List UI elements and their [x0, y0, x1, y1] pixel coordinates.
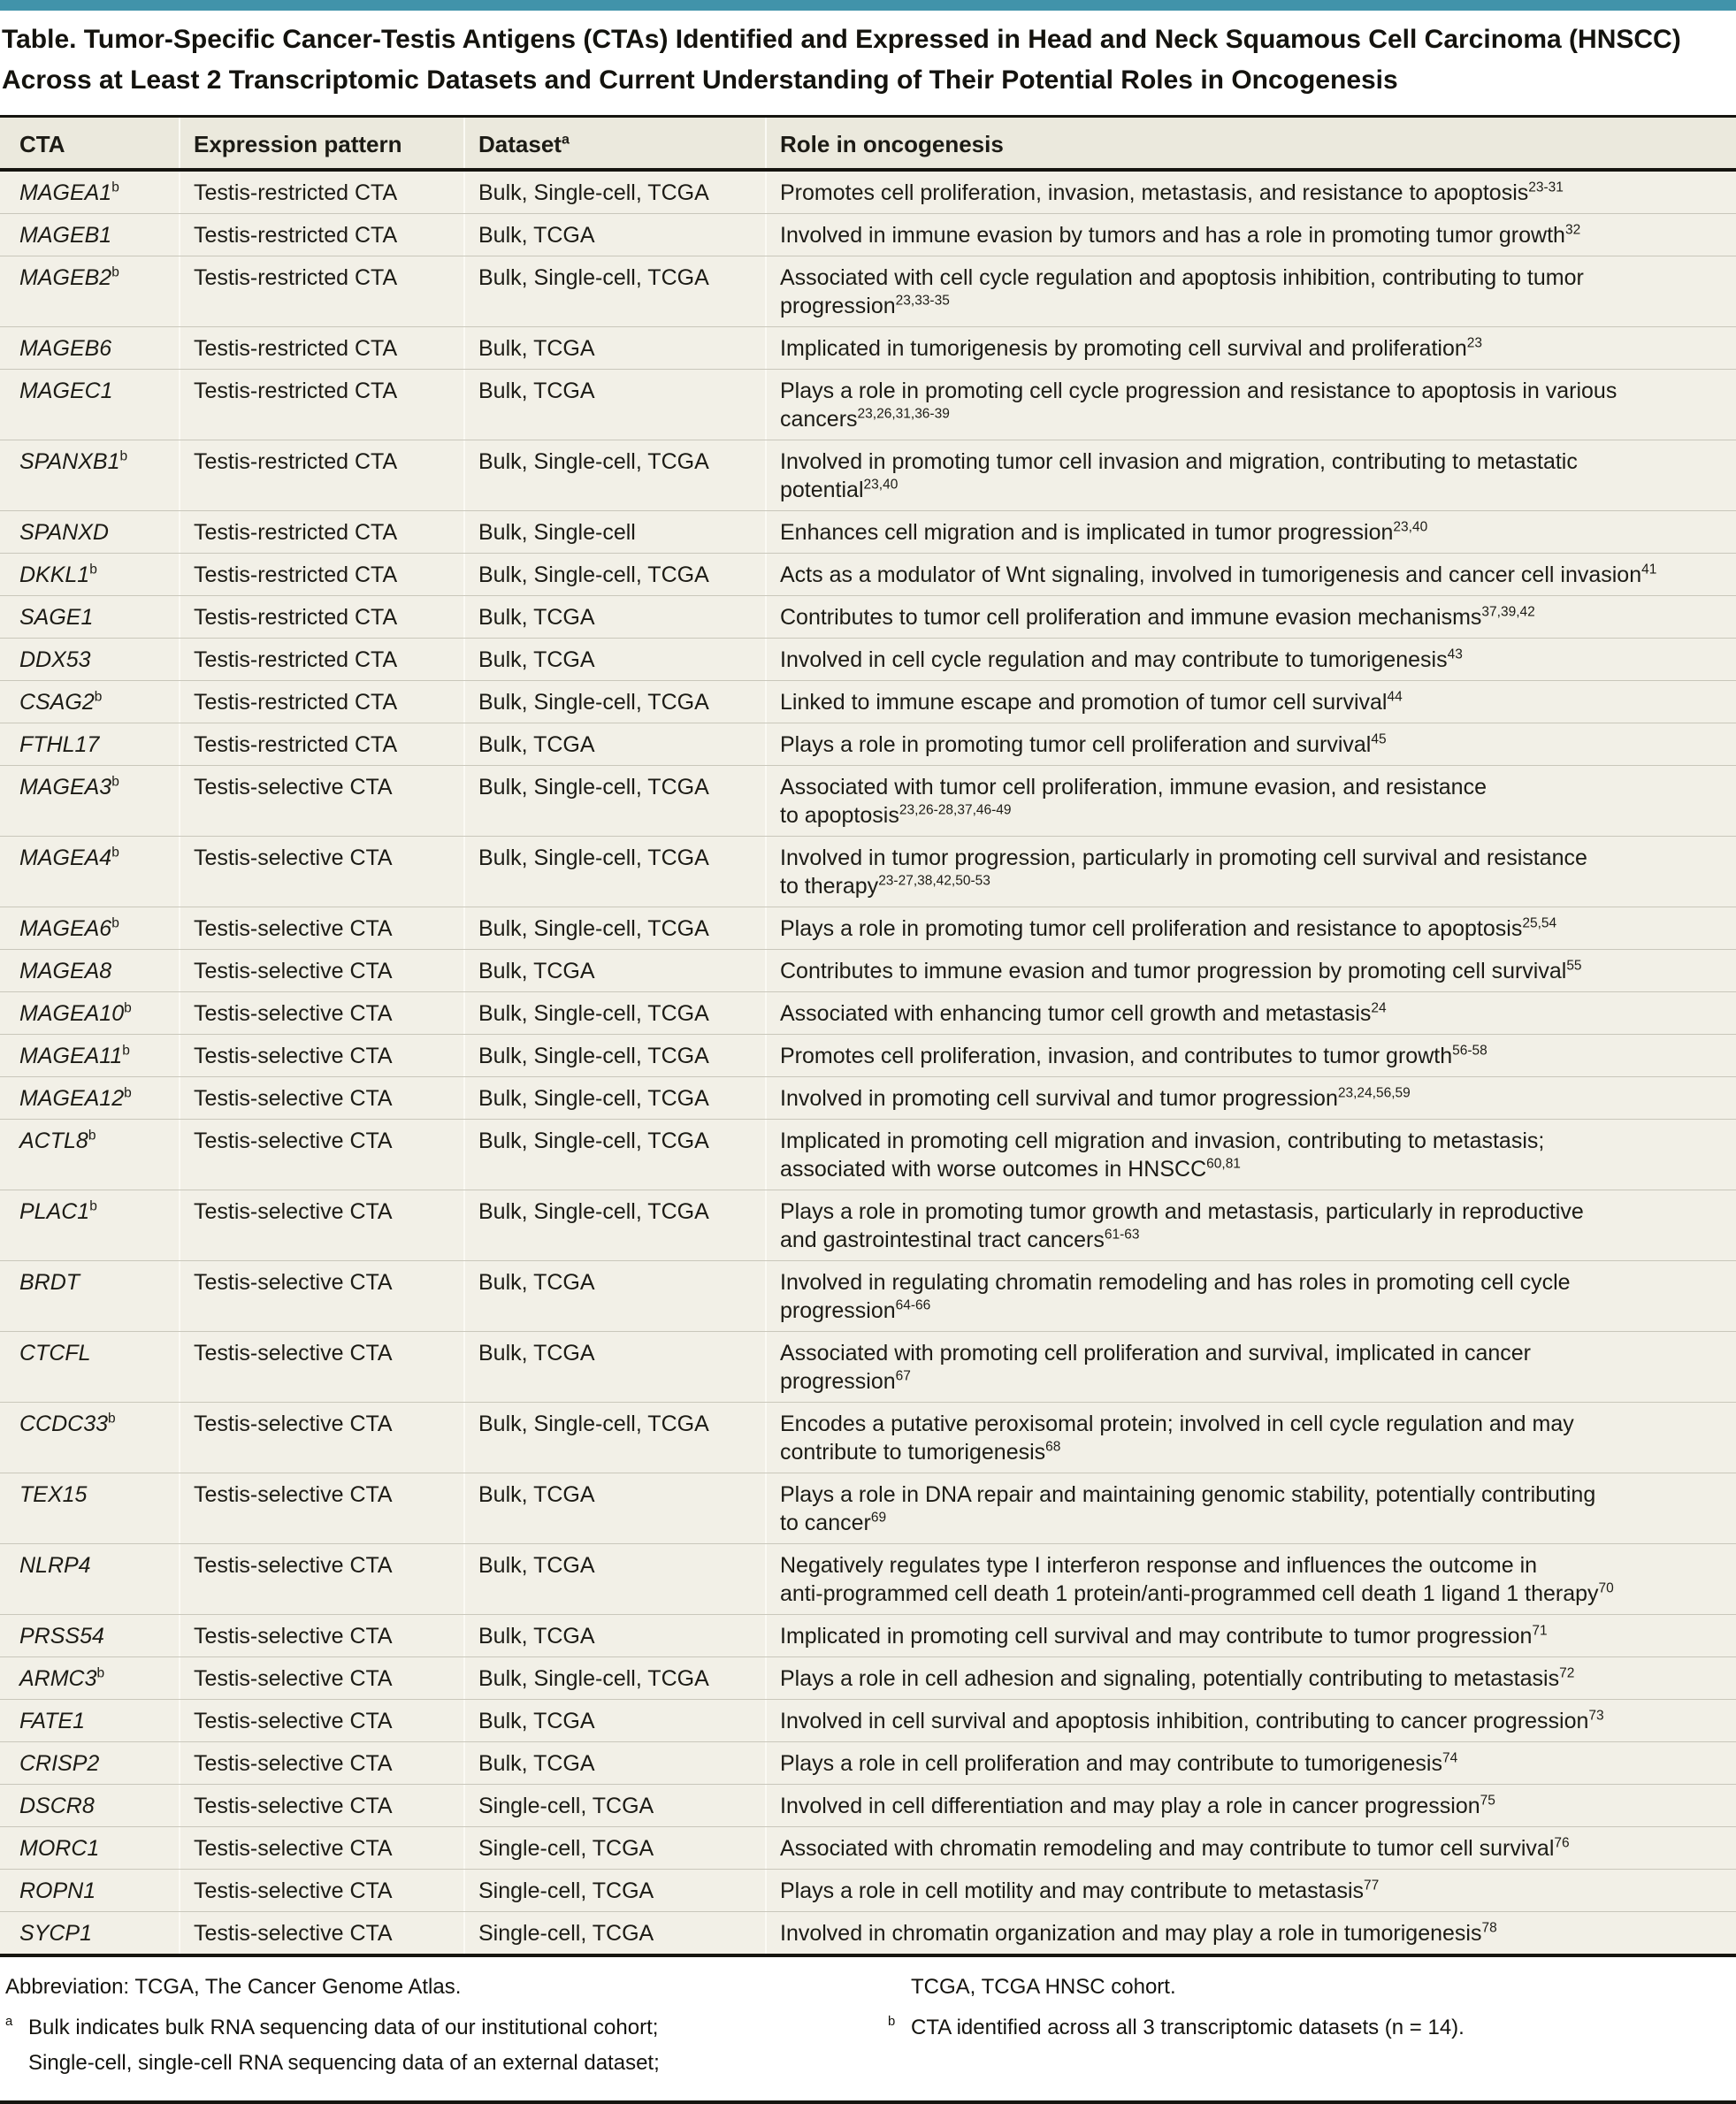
role-text-line: Promotes cell proliferation, invasion, metastasis, and resistance to apoptosis$^{23-31}$ — [780, 180, 1564, 205]
role-text-line: contribute to tumorigenesis$^{68}$ — [780, 1439, 1061, 1465]
cell-role-in-oncogenesis — [765, 639, 1736, 680]
role-text-line: progression$^{64-66}$ — [780, 1297, 931, 1323]
cell-cta-gene: MAGEA6$^b$ — [19, 915, 119, 941]
cell-cta-gene: SAGE1 — [19, 605, 94, 630]
table-row — [0, 950, 1736, 992]
cell-dataset: Bulk, Single-cell, TCGA — [463, 1657, 765, 1699]
role-text-line: Involved in chromatin organization and may play a role in tumorigenesis$^{78}$ — [780, 1920, 1497, 1946]
cell-expression-pattern: Testis-restricted CTA — [179, 440, 463, 510]
cell-expression-pattern: Testis-restricted CTA — [179, 681, 463, 723]
cell-role-in-oncogenesis — [765, 1190, 1736, 1260]
cell-dataset: Single-cell, TCGA — [463, 1912, 765, 1954]
cell-expression-pattern: Testis-restricted CTA — [179, 639, 463, 680]
reference-superscript: 44 — [1387, 689, 1403, 705]
role-text-line: associated with worse outcomes in HNSCC$^{60,81}$ — [780, 1156, 1241, 1182]
role-text-line: Promotes cell proliferation, invasion, and contributes to tumor growth$^{56-58}$ — [780, 1043, 1487, 1068]
reference-superscript: 72 — [1559, 1665, 1575, 1681]
cell-role-in-oncogenesis — [765, 1912, 1736, 1954]
cell-role-in-oncogenesis — [765, 1544, 1736, 1614]
cell-dataset: Bulk, TCGA — [463, 1742, 765, 1784]
cell-expression-pattern: Testis-selective CTA — [179, 1827, 463, 1869]
reference-superscript: 43 — [1447, 647, 1463, 662]
cell-expression-pattern: Testis-restricted CTA — [179, 214, 463, 256]
cell-expression-pattern: Testis-selective CTA — [179, 1700, 463, 1741]
cell-role-in-oncogenesis — [765, 907, 1736, 949]
cell-role-in-oncogenesis — [765, 1870, 1736, 1911]
role-text-line: Contributes to tumor cell proliferation and immune evasion mechanisms$^{37,39,42}$ — [780, 604, 1535, 630]
role-text-line: Associated with chromatin remodeling and may contribute to tumor cell survival$^{76}$ — [780, 1835, 1570, 1861]
cell-cta-gene: SPANXB1$^b$ — [19, 448, 128, 474]
table-row — [0, 766, 1736, 837]
cell-dataset: Bulk, TCGA — [463, 1473, 765, 1543]
gene-footnote-marker: b — [88, 1128, 96, 1144]
table-row — [0, 1120, 1736, 1190]
cell-dataset: Bulk, Single-cell — [463, 511, 765, 553]
table-row — [0, 256, 1736, 327]
cell-cta-gene: MAGEB2$^b$ — [19, 264, 119, 290]
cell-role-in-oncogenesis — [765, 1615, 1736, 1656]
cell-dataset: Single-cell, TCGA — [463, 1827, 765, 1869]
footnote-b — [888, 2010, 1736, 2046]
cell-expression-pattern: Testis-selective CTA — [179, 1657, 463, 1699]
role-text-line: Plays a role in cell proliferation and may contribute to tumorigenesis$^{74}$ — [780, 1750, 1458, 1776]
table-row — [0, 1827, 1736, 1870]
cell-dataset: Bulk, Single-cell, TCGA — [463, 554, 765, 595]
cell-cta-gene: CRISP2 — [19, 1751, 100, 1776]
reference-superscript: 69 — [870, 1510, 887, 1526]
cell-expression-pattern: Testis-selective CTA — [179, 992, 463, 1034]
reference-superscript: 23,40 — [863, 477, 899, 493]
role-text-line: Plays a role in DNA repair and maintaining genomic stability, potentially contributing — [780, 1482, 1596, 1507]
cell-dataset: Bulk, Single-cell, TCGA — [463, 1403, 765, 1473]
reference-superscript: 32 — [1564, 222, 1581, 238]
cell-cta-gene: DKKL1$^b$ — [19, 562, 97, 587]
cell-role-in-oncogenesis — [765, 1473, 1736, 1543]
table-row — [0, 596, 1736, 639]
reference-superscript: 23,33-35 — [895, 293, 950, 309]
cell-role-in-oncogenesis — [765, 723, 1736, 765]
cell-dataset: Bulk, Single-cell, TCGA — [463, 992, 765, 1034]
gene-footnote-marker: b — [111, 180, 119, 195]
reference-superscript: 23,26,31,36-39 — [857, 406, 950, 422]
table-row — [0, 1077, 1736, 1120]
reference-superscript: 61-63 — [1104, 1227, 1140, 1243]
cell-cta-gene: MORC1 — [19, 1836, 100, 1861]
abbreviation-note: Abbreviation: TCGA, The Cancer Genome Atlas. — [5, 1975, 462, 1999]
cell-cta-gene: FTHL17 — [19, 732, 100, 757]
table-row — [0, 837, 1736, 907]
table-row — [0, 1785, 1736, 1827]
cell-expression-pattern: Testis-selective CTA — [179, 1870, 463, 1911]
role-text-line: Plays a role in promoting tumor cell proliferation and resistance to apoptosis$^{25,54}$ — [780, 915, 1557, 941]
cell-expression-pattern: Testis-selective CTA — [179, 766, 463, 836]
cell-expression-pattern: Testis-selective CTA — [179, 1332, 463, 1402]
cell-dataset: Bulk, Single-cell, TCGA — [463, 837, 765, 907]
cell-expression-pattern: Testis-selective CTA — [179, 1077, 463, 1119]
reference-superscript: 67 — [895, 1368, 911, 1384]
cell-dataset: Bulk, TCGA — [463, 1332, 765, 1402]
table-row — [0, 327, 1736, 370]
cell-cta-gene: CTCFL — [19, 1341, 91, 1366]
table-footnotes — [0, 1954, 1736, 2104]
cell-cta-gene: MAGEB6 — [19, 336, 112, 361]
cell-expression-pattern: Testis-selective CTA — [179, 1785, 463, 1826]
table-row — [0, 1332, 1736, 1403]
gene-footnote-marker: b — [111, 264, 119, 280]
cell-role-in-oncogenesis — [765, 1403, 1736, 1473]
reference-superscript: 60,81 — [1206, 1156, 1241, 1172]
cell-dataset: Bulk, TCGA — [463, 327, 765, 369]
role-text-line: Implicated in promoting cell migration and invasion, contributing to metastasis; — [780, 1129, 1545, 1153]
accent-top-bar — [0, 0, 1736, 11]
cell-role-in-oncogenesis — [765, 1332, 1736, 1402]
cell-role-in-oncogenesis — [765, 837, 1736, 907]
cell-cta-gene: MAGEA4$^b$ — [19, 845, 119, 870]
role-text-line: Associated with enhancing tumor cell growth and metastasis$^{24}$ — [780, 1000, 1387, 1026]
cell-cta-gene: MAGEC1 — [19, 379, 113, 403]
cell-expression-pattern: Testis-restricted CTA — [179, 723, 463, 765]
cell-expression-pattern: Testis-selective CTA — [179, 1544, 463, 1614]
gene-footnote-marker: b — [89, 1198, 97, 1214]
cell-cta-gene: ARMC3$^b$ — [19, 1665, 105, 1691]
cell-expression-pattern: Testis-restricted CTA — [179, 327, 463, 369]
cell-cta-gene: MAGEA8 — [19, 959, 112, 983]
reference-superscript: 77 — [1364, 1878, 1380, 1894]
column-header-role-in-oncogenesis: Role in oncogenesis — [765, 118, 1736, 168]
cell-dataset: Bulk, Single-cell, TCGA — [463, 1035, 765, 1076]
abbreviation-note-continuation: TCGA, TCGA HNSC cohort. — [911, 1975, 1176, 1999]
role-text-line: Encodes a putative peroxisomal protein; involved in cell cycle regulation and may — [780, 1412, 1574, 1436]
reference-superscript: 78 — [1481, 1920, 1497, 1936]
cell-expression-pattern: Testis-selective CTA — [179, 1035, 463, 1076]
cell-role-in-oncogenesis — [765, 1827, 1736, 1869]
cell-dataset: Bulk, TCGA — [463, 370, 765, 440]
column-header-cta: CTA — [19, 131, 65, 157]
cell-cta-gene: FATE1 — [19, 1709, 86, 1733]
cell-role-in-oncogenesis — [765, 370, 1736, 440]
cell-role-in-oncogenesis — [765, 1700, 1736, 1741]
cell-expression-pattern: Testis-restricted CTA — [179, 172, 463, 213]
gene-footnote-marker: b — [124, 1000, 132, 1016]
table-title-line-1: Table. Tumor-Specific Cancer-Testis Antigens (CTAs) Identified and Expressed in Head and Neck Squamous Cell Carcinoma (HNSCC) — [2, 25, 1681, 54]
footnote-a — [5, 2010, 888, 2046]
role-text-line: Associated with tumor cell proliferation, immune evasion, and resistance — [780, 775, 1487, 800]
reference-superscript: 23 — [1466, 335, 1483, 351]
table-row — [0, 681, 1736, 723]
role-text-line: Involved in cell survival and apoptosis inhibition, contributing to cancer progression$^{73}$ — [780, 1708, 1604, 1733]
role-text-line: progression$^{67}$ — [780, 1368, 911, 1394]
reference-superscript: 74 — [1442, 1750, 1458, 1766]
cell-cta-gene: MAGEA11$^b$ — [19, 1043, 130, 1068]
cell-role-in-oncogenesis — [765, 681, 1736, 723]
cell-cta-gene: SYCP1 — [19, 1921, 92, 1946]
reference-superscript: 73 — [1588, 1708, 1604, 1724]
role-text-line: Involved in regulating chromatin remodeling and has roles in promoting cell cycle — [780, 1270, 1571, 1295]
cell-expression-pattern: Testis-selective CTA — [179, 1120, 463, 1190]
reference-superscript: 68 — [1045, 1439, 1061, 1455]
role-text-line: anti-programmed cell death 1 protein/anti-programmed cell death 1 ligand 1 therapy$^{70}$ — [780, 1580, 1614, 1606]
role-text-line: progression$^{23,33-35}$ — [780, 293, 950, 318]
cell-dataset: Bulk, Single-cell, TCGA — [463, 907, 765, 949]
cell-dataset: Bulk, Single-cell, TCGA — [463, 256, 765, 326]
table-title — [0, 11, 1736, 115]
cell-cta-gene: NLRP4 — [19, 1553, 91, 1578]
cell-role-in-oncogenesis — [765, 1035, 1736, 1076]
cell-role-in-oncogenesis — [765, 511, 1736, 553]
reference-superscript: 71 — [1532, 1623, 1548, 1639]
cell-dataset: Bulk, Single-cell, TCGA — [463, 766, 765, 836]
cell-expression-pattern: Testis-restricted CTA — [179, 511, 463, 553]
table-row — [0, 1870, 1736, 1912]
role-text-line: cancers$^{23,26,31,36-39}$ — [780, 406, 950, 432]
reference-superscript: 76 — [1554, 1835, 1570, 1851]
cell-role-in-oncogenesis — [765, 1077, 1736, 1119]
gene-footnote-marker: b — [94, 689, 103, 705]
cell-cta-gene: MAGEA3$^b$ — [19, 774, 119, 800]
cell-role-in-oncogenesis — [765, 172, 1736, 213]
role-text-line: Involved in immune evasion by tumors and has a role in promoting tumor growth$^{32}$ — [780, 222, 1581, 248]
footnote-column-right — [888, 1970, 1736, 2081]
cell-role-in-oncogenesis — [765, 1120, 1736, 1190]
table-row — [0, 1473, 1736, 1544]
reference-superscript: 37,39,42 — [1481, 604, 1535, 620]
column-header-dataset: Dataset$^a$ — [463, 118, 765, 168]
role-text-line: to cancer$^{69}$ — [780, 1510, 887, 1535]
role-text-line: Involved in promoting cell survival and tumor progression$^{23,24,56,59}$ — [780, 1085, 1411, 1111]
cell-role-in-oncogenesis — [765, 596, 1736, 638]
gene-footnote-marker: b — [122, 1043, 130, 1059]
cell-expression-pattern: Testis-restricted CTA — [179, 256, 463, 326]
table-row — [0, 1261, 1736, 1332]
role-text-line: to therapy$^{23-27,38,42,50-53}$ — [780, 873, 990, 899]
table-row — [0, 1742, 1736, 1785]
role-text-line: Involved in promoting tumor cell invasion and migration, contributing to metastatic — [780, 449, 1578, 474]
cell-dataset: Bulk, Single-cell, TCGA — [463, 1120, 765, 1190]
cell-dataset: Bulk, TCGA — [463, 1615, 765, 1656]
reference-superscript: 24 — [1371, 1000, 1387, 1016]
cell-cta-gene: BRDT — [19, 1270, 80, 1295]
cell-cta-gene: MAGEB1 — [19, 223, 112, 248]
column-header-expression-pattern: Expression pattern — [179, 118, 463, 168]
cell-dataset: Bulk, TCGA — [463, 214, 765, 256]
reference-superscript: 56-58 — [1452, 1043, 1487, 1059]
footnote-b-marker: b — [888, 2015, 896, 2029]
cell-role-in-oncogenesis — [765, 327, 1736, 369]
cell-cta-gene: ROPN1 — [19, 1878, 96, 1903]
footnote-b-text: CTA identified across all 3 transcriptomic datasets (n = 14). — [911, 2016, 1465, 2039]
gene-footnote-marker: b — [89, 562, 97, 578]
table-row — [0, 172, 1736, 214]
cell-role-in-oncogenesis — [765, 256, 1736, 326]
table-row — [0, 1035, 1736, 1077]
cell-expression-pattern: Testis-selective CTA — [179, 837, 463, 907]
header-footnote-marker: a — [561, 131, 570, 148]
role-text-line: Plays a role in cell adhesion and signaling, potentially contributing to metastasis$^{72}$ — [780, 1665, 1575, 1691]
role-text-line: Associated with promoting cell proliferation and survival, implicated in cancer — [780, 1341, 1532, 1366]
cell-cta-gene: MAGEA12$^b$ — [19, 1085, 132, 1111]
cell-dataset: Bulk, Single-cell, TCGA — [463, 1077, 765, 1119]
cell-role-in-oncogenesis — [765, 440, 1736, 510]
table-row — [0, 639, 1736, 681]
footnote-a-text-line-1: Bulk indicates bulk RNA sequencing data of our institutional cohort; — [28, 2016, 659, 2039]
cell-cta-gene: CCDC33$^b$ — [19, 1411, 116, 1436]
reference-superscript: 23,24,56,59 — [1337, 1085, 1411, 1101]
cell-cta-gene: MAGEA1$^b$ — [19, 180, 119, 205]
cell-cta-gene: PRSS54 — [19, 1624, 104, 1649]
table-title-line-2: Across at Least 2 Transcriptomic Datasets and Current Understanding of Their Potential Roles in Oncogenesis — [2, 65, 1398, 95]
reference-superscript: 23,26-28,37,46-49 — [899, 802, 1012, 818]
reference-superscript: 45 — [1371, 731, 1387, 747]
cell-dataset: Bulk, TCGA — [463, 950, 765, 991]
gene-footnote-marker: b — [111, 774, 119, 790]
cell-expression-pattern: Testis-selective CTA — [179, 907, 463, 949]
role-text-line: and gastrointestinal tract cancers$^{61-63}$ — [780, 1227, 1140, 1252]
table-header-row — [0, 115, 1736, 172]
cell-cta-gene: DDX53 — [19, 647, 91, 672]
table-row — [0, 1403, 1736, 1473]
cell-dataset: Bulk, TCGA — [463, 1261, 765, 1331]
reference-superscript: 75 — [1480, 1793, 1495, 1809]
gene-footnote-marker: b — [96, 1665, 105, 1681]
reference-superscript: 64-66 — [895, 1297, 931, 1313]
cell-expression-pattern: Testis-selective CTA — [179, 1912, 463, 1954]
cell-role-in-oncogenesis — [765, 766, 1736, 836]
reference-superscript: 23,40 — [1393, 519, 1428, 535]
cell-role-in-oncogenesis — [765, 1261, 1736, 1331]
cell-expression-pattern: Testis-selective CTA — [179, 1473, 463, 1543]
role-text-line: Negatively regulates type I interferon response and influences the outcome in — [780, 1553, 1538, 1578]
role-text-line: Implicated in promoting cell survival and may contribute to tumor progression$^{71}$ — [780, 1623, 1548, 1649]
role-text-line: Linked to immune escape and promotion of tumor cell survival$^{44}$ — [780, 689, 1403, 715]
table-row — [0, 1544, 1736, 1615]
table-row — [0, 214, 1736, 256]
cell-expression-pattern: Testis-selective CTA — [179, 1742, 463, 1784]
role-text-line: Involved in cell differentiation and may play a role in cancer progression$^{75}$ — [780, 1793, 1495, 1818]
role-text-line: Plays a role in cell motility and may contribute to metastasis$^{77}$ — [780, 1878, 1380, 1903]
cell-role-in-oncogenesis — [765, 554, 1736, 595]
reference-superscript: 55 — [1566, 958, 1582, 974]
cell-role-in-oncogenesis — [765, 950, 1736, 991]
cta-table — [0, 115, 1736, 1954]
cell-dataset: Bulk, TCGA — [463, 639, 765, 680]
table-row — [0, 992, 1736, 1035]
table-row — [0, 1615, 1736, 1657]
cell-cta-gene: MAGEA10$^b$ — [19, 1000, 132, 1026]
role-text-line: Enhances cell migration and is implicated in tumor progression$^{23,40}$ — [780, 519, 1428, 545]
gene-footnote-marker: b — [111, 845, 119, 861]
reference-superscript: 23-31 — [1528, 180, 1564, 195]
gene-footnote-marker: b — [119, 448, 128, 464]
cell-cta-gene: TEX15 — [19, 1482, 88, 1507]
role-text-line: Contributes to immune evasion and tumor progression by promoting cell survival$^{55}$ — [780, 958, 1582, 983]
footnote-column-left — [0, 1970, 888, 2081]
cell-role-in-oncogenesis — [765, 1785, 1736, 1826]
cell-dataset: Bulk, TCGA — [463, 1700, 765, 1741]
cell-cta-gene: DSCR8 — [19, 1794, 95, 1818]
cell-expression-pattern: Testis-selective CTA — [179, 1190, 463, 1260]
role-text-line: Plays a role in promoting cell cycle progression and resistance to apoptosis in various — [780, 379, 1617, 403]
cell-dataset: Single-cell, TCGA — [463, 1870, 765, 1911]
cell-cta-gene: PLAC1$^b$ — [19, 1198, 97, 1224]
table-row — [0, 1912, 1736, 1954]
table-body — [0, 172, 1736, 1954]
cell-dataset: Bulk, Single-cell, TCGA — [463, 1190, 765, 1260]
cell-dataset: Bulk, TCGA — [463, 723, 765, 765]
cell-cta-gene: ACTL8$^b$ — [19, 1128, 96, 1153]
role-text-line: Associated with cell cycle regulation and apoptosis inhibition, contributing to tumor — [780, 265, 1584, 290]
role-text-line: Implicated in tumorigenesis by promoting cell survival and proliferation$^{23}$ — [780, 335, 1483, 361]
cell-cta-gene: CSAG2$^b$ — [19, 689, 103, 715]
cell-cta-gene: SPANXD — [19, 520, 109, 545]
cell-dataset: Bulk, Single-cell, TCGA — [463, 681, 765, 723]
cell-expression-pattern: Testis-restricted CTA — [179, 554, 463, 595]
role-text-line: Acts as a modulator of Wnt signaling, involved in tumorigenesis and cancer cell invasion$^{41}$ — [780, 562, 1657, 587]
reference-superscript: 41 — [1641, 562, 1657, 578]
cell-expression-pattern: Testis-restricted CTA — [179, 370, 463, 440]
cell-role-in-oncogenesis — [765, 214, 1736, 256]
table-row — [0, 723, 1736, 766]
footnote-a-marker: a — [5, 2015, 13, 2029]
footnote-a-text-line-2: Single-cell, single-cell RNA sequencing data of an external dataset; — [28, 2051, 660, 2075]
table-row — [0, 1657, 1736, 1700]
gene-footnote-marker: b — [108, 1411, 116, 1427]
cell-expression-pattern: Testis-selective CTA — [179, 1261, 463, 1331]
cell-role-in-oncogenesis — [765, 992, 1736, 1034]
reference-superscript: 25,54 — [1522, 915, 1557, 931]
cell-dataset: Bulk, Single-cell, TCGA — [463, 440, 765, 510]
role-text-line: Involved in cell cycle regulation and may contribute to tumorigenesis$^{43}$ — [780, 647, 1463, 672]
cell-dataset: Bulk, Single-cell, TCGA — [463, 172, 765, 213]
table-row — [0, 554, 1736, 596]
gene-footnote-marker: b — [124, 1085, 132, 1101]
role-text-line: potential$^{23,40}$ — [780, 477, 899, 502]
table-row — [0, 370, 1736, 440]
role-text-line: Involved in tumor progression, particularly in promoting cell survival and resistance — [780, 845, 1587, 870]
table-row — [0, 1190, 1736, 1261]
cell-dataset: Bulk, TCGA — [463, 596, 765, 638]
cell-expression-pattern: Testis-selective CTA — [179, 1403, 463, 1473]
table-row — [0, 907, 1736, 950]
cell-expression-pattern: Testis-selective CTA — [179, 1615, 463, 1656]
reference-superscript: 23-27,38,42,50-53 — [878, 873, 990, 889]
reference-superscript: 70 — [1598, 1580, 1614, 1596]
table-row — [0, 1700, 1736, 1742]
role-text-line: Plays a role in promoting tumor cell proliferation and survival$^{45}$ — [780, 731, 1387, 757]
table-row — [0, 440, 1736, 511]
gene-footnote-marker: b — [111, 915, 119, 931]
role-text-line: Plays a role in promoting tumor growth and metastasis, particularly in reproductive — [780, 1199, 1584, 1224]
cell-dataset: Bulk, TCGA — [463, 1544, 765, 1614]
cell-expression-pattern: Testis-restricted CTA — [179, 596, 463, 638]
role-text-line: to apoptosis$^{23,26-28,37,46-49}$ — [780, 802, 1012, 828]
table-row — [0, 511, 1736, 554]
cell-expression-pattern: Testis-selective CTA — [179, 950, 463, 991]
cell-dataset: Single-cell, TCGA — [463, 1785, 765, 1826]
cell-role-in-oncogenesis — [765, 1657, 1736, 1699]
cell-role-in-oncogenesis — [765, 1742, 1736, 1784]
